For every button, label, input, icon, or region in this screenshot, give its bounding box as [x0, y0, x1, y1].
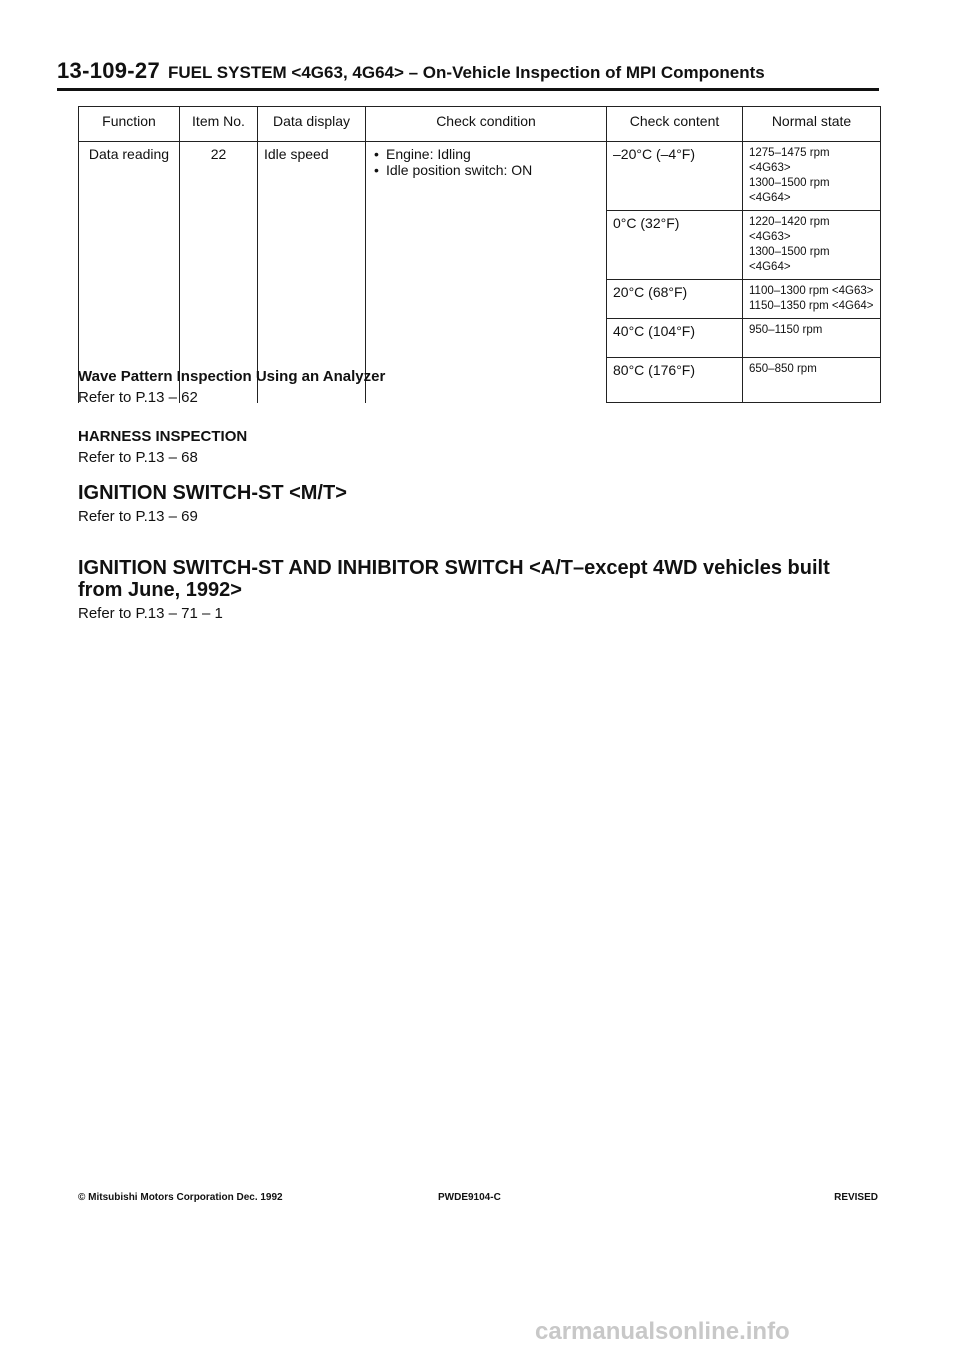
section-reference: Refer to P.13 – 68 [78, 449, 198, 466]
state-line: 1275–1475 rpm <4G63> [749, 147, 830, 174]
col-header-normal-state: Normal state [743, 107, 881, 142]
state-line: 1300–1500 rpm <4G64> [749, 246, 830, 273]
page-number: 13-109-27 [57, 58, 160, 83]
section-ignition-inhibitor-switch [78, 557, 878, 622]
cell-normal-state [743, 358, 881, 403]
state-line: 1220–1420 rpm <4G63> [749, 216, 830, 243]
condition-item: • Idle position switch: ON [386, 162, 600, 178]
cell-normal-state [743, 319, 881, 358]
col-header-check-condition: Check condition [366, 107, 607, 142]
state-line: 1150–1350 rpm <4G64> [749, 300, 874, 312]
cell-check-content: –20°C (–4°F) [607, 142, 743, 211]
table-header-row [79, 107, 881, 142]
section-wave-pattern [78, 368, 385, 406]
cell-function: Data reading [79, 142, 180, 403]
idle-speed-table [78, 106, 881, 403]
state-line: 1300–1500 rpm <4G64> [749, 177, 830, 204]
cell-check-condition [366, 142, 607, 403]
col-header-data-display: Data display [258, 107, 366, 142]
footer-code: PWDE9104-C [438, 1192, 501, 1203]
cell-check-content: 40°C (104°F) [607, 319, 743, 358]
col-header-item-no: Item No. [180, 107, 258, 142]
section-title: HARNESS INSPECTION [78, 428, 248, 445]
page-title: FUEL SYSTEM <4G63, 4G64> – On-Vehicle Inspection of MPI Components [168, 63, 765, 82]
state-line: 650–850 rpm [749, 363, 817, 375]
section-harness-inspection [78, 428, 247, 466]
page-footer [78, 1192, 878, 1203]
footer-copyright: © Mitsubishi Motors Corporation Dec. 1992 [78, 1192, 283, 1203]
cell-data-display: Idle speed [258, 142, 366, 403]
section-reference: Refer to P.13 – 69 [78, 508, 198, 525]
section-title: Wave Pattern Inspection Using an Analyzer [78, 368, 386, 385]
col-header-check-content: Check content [607, 107, 743, 142]
section-title: IGNITION SWITCH-ST AND INHIBITOR SWITCH <A/T–except 4WD vehicles built from June, 1992> [78, 557, 830, 601]
cell-normal-state [743, 211, 881, 280]
cell-normal-state [743, 280, 881, 319]
section-ignition-switch-mt [78, 482, 347, 525]
condition-list [372, 146, 600, 178]
cell-check-content: 0°C (32°F) [607, 211, 743, 280]
condition-item: • Engine: Idling [386, 146, 600, 162]
section-title: IGNITION SWITCH-ST <M/T> [78, 482, 347, 504]
table-row [79, 142, 881, 211]
page-header [57, 58, 879, 91]
state-line: 950–1150 rpm [749, 324, 823, 336]
cell-check-content: 20°C (68°F) [607, 280, 743, 319]
section-reference: Refer to P.13 – 62 [78, 389, 198, 406]
state-line: 1100–1300 rpm <4G63> [749, 285, 874, 297]
cell-item-no: 22 [180, 142, 258, 403]
section-reference: Refer to P.13 – 71 – 1 [78, 605, 223, 622]
cell-check-content: 80°C (176°F) [607, 358, 743, 403]
watermark-text: carmanualsonline.info [535, 1318, 790, 1345]
col-header-function: Function [79, 107, 180, 142]
footer-status: REVISED [834, 1192, 878, 1203]
cell-normal-state [743, 142, 881, 211]
